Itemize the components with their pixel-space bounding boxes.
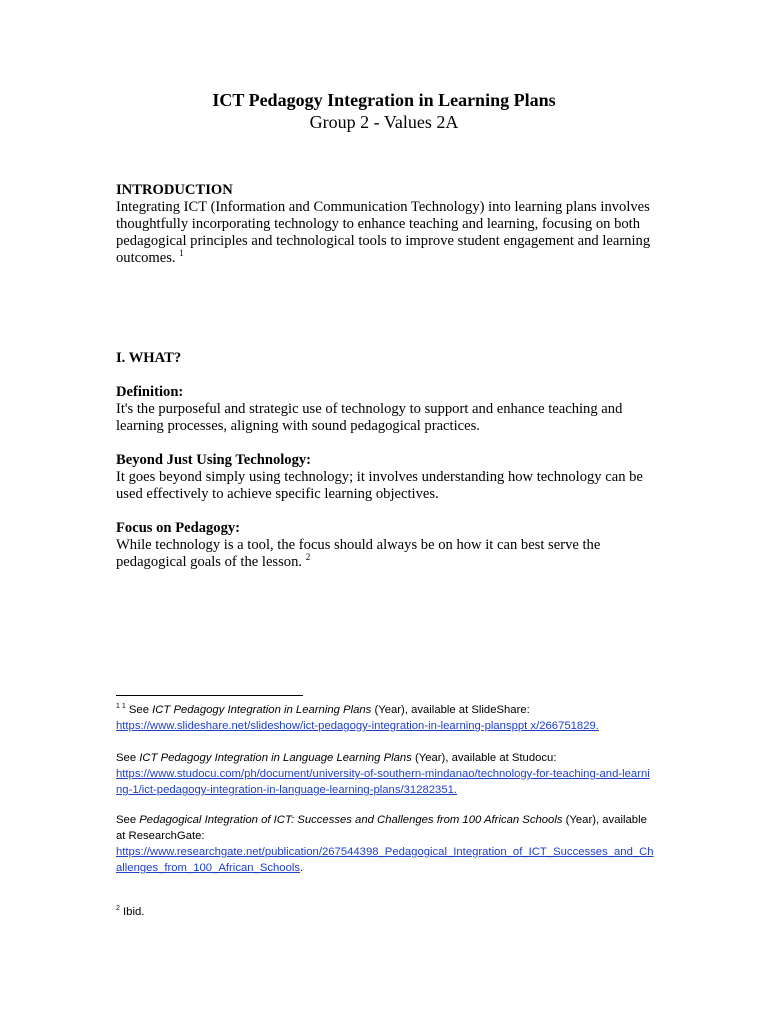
footnote-1c: See Pedagogical Integration of ICT: Successes and Challenges from 100 African Schools (Year), available at ResearchGate: https://www.researchgate.net/publication/267544398_Pedagogical_Integration_of_ICT_Successes_and_Challenges_from_100_African_Schools. <box>116 814 654 874</box>
footnote-2 <box>116 904 656 920</box>
introduction-heading: INTRODUCTION <box>116 182 233 198</box>
document-subtitle: Group 2 - Values 2A <box>309 112 459 132</box>
introduction-text: Integrating ICT (Information and Communication Technology) into learning plans involves thoughtfully incorporating technology to enhance teaching and learning, focusing on both pedagogical principles and technological tools to improve student engagement and learning outcomes. $^1$ <box>116 199 651 266</box>
focus-text: While technology is a tool, the focus should always be on how it can best serve the pedagogical goals of the lesson. $^2$ <box>116 537 601 570</box>
footnote-1-marker: 1 1 <box>116 703 126 711</box>
footnote-1: $^{1 1}$ See ICT Pedagogy Integration in Learning Plans (Year), available at SlideShare: https://www.slideshare.net/slideshow/ict-pedagogy-integration-in-learning-plansppt x/266751829. <box>116 703 599 732</box>
focus-heading: Focus on Pedagogy: <box>116 520 241 536</box>
footnote-1c-link[interactable]: https://www.researchgate.net/publication/267544398_Pedagogical_Integration_of_ICT_Successes_and_Challenges_from_100_African_Schools <box>116 846 654 874</box>
definition-text: It's the purposeful and strategic use of technology to support and enhance teaching and learning processes, aligning with sound pedagogical practices. <box>116 401 623 434</box>
footnote-2-marker: 2 <box>116 905 120 913</box>
footnote-1c-title: Pedagogical Integration of ICT: Successes and Challenges from 100 African Schools <box>139 814 563 826</box>
footnote-1b-title: ICT Pedagogy Integration in Language Learning Plans <box>139 752 412 764</box>
beyond-heading: Beyond Just Using Technology: <box>116 452 312 468</box>
document-title: ICT Pedagogy Integration in Learning Plans <box>212 90 556 110</box>
what-heading: I. WHAT? <box>116 350 182 366</box>
definition-heading: Definition: <box>116 384 184 400</box>
beyond-text: It goes beyond simply using technology; it involves understanding how technology can be used effectively to achieve specific learning objectives. <box>116 469 643 502</box>
introduction-section <box>116 182 656 267</box>
footnote-1-title: ICT Pedagogy Integration in Learning Plans <box>152 704 372 716</box>
footnote-ref-2[interactable]: 2 <box>305 552 311 563</box>
footnote-2-text: Ibid. <box>123 906 145 918</box>
footnote-1b: See ICT Pedagogy Integration in Language Learning Plans (Year), available at Studocu: https://www.studocu.com/ph/document/university-of-southern-mindanao/technology-for-teaching-and-learning-1/ict-pedagogy-integration-in-language-learning-plans/31282351. <box>116 752 650 796</box>
footnote-ref-1[interactable]: 1 <box>179 248 184 259</box>
footnote-1-link[interactable]: https://www.slideshare.net/slideshow/ict-pedagogy-integration-in-learning-plansppt x/266751829. <box>116 720 599 732</box>
title-block <box>0 89 768 133</box>
what-section <box>116 350 656 571</box>
footnote-1b-link[interactable]: https://www.studocu.com/ph/document/university-of-southern-mindanao/technology-for-teaching-and-learning-1/ict-pedagogy-integration-in-language-learning-plans/31282351. <box>116 768 650 796</box>
footnote-separator <box>116 695 303 696</box>
